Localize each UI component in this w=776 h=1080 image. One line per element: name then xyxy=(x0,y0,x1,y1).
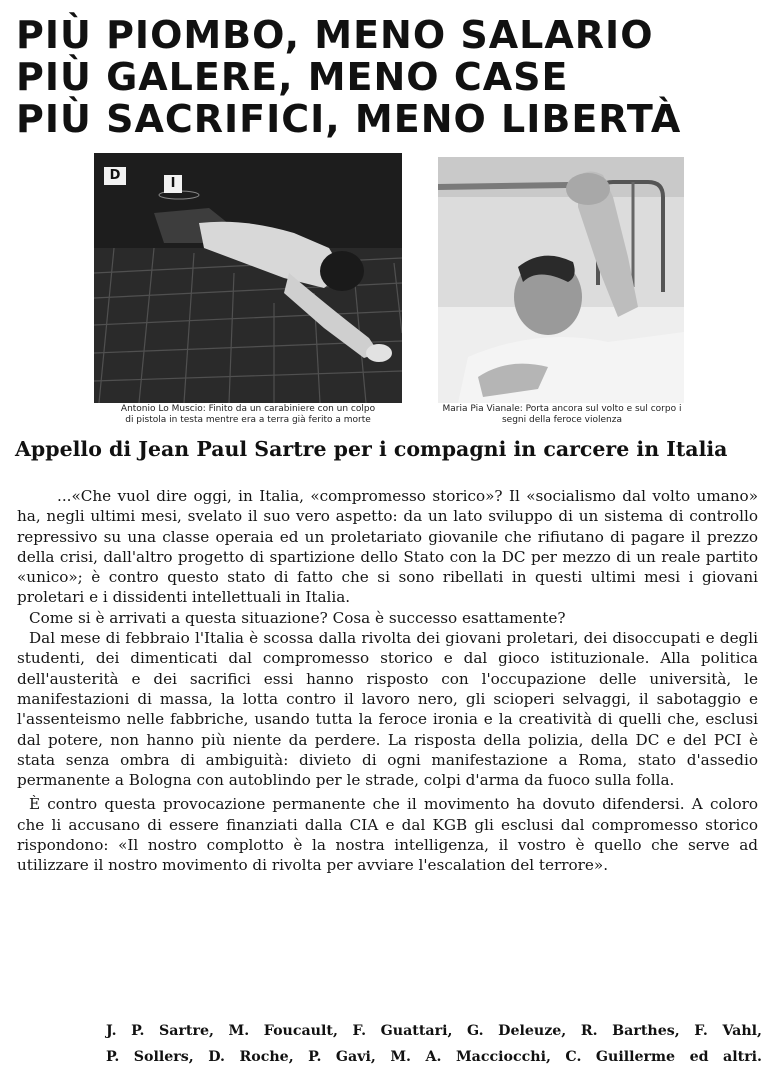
signatories-line-2: P. Sollers, D. Roche, P. Gavi, M. A. Macciocchi, C. Guillerme ed altri. xyxy=(106,1049,762,1065)
signatories-line-1: J. P. Sartre, M. Foucault, F. Guattari, G. Deleuze, R. Barthes, F. Vahl, xyxy=(106,1023,762,1039)
caption-left-line-2: di pistola in testa mentre era a terra già ferito a morte xyxy=(125,415,371,425)
headline-line-3: PIÙ SACRIFICI, MENO LIBERTÀ xyxy=(16,97,682,141)
headline-line-1: PIÙ PIOMBO, MENO SALARIO xyxy=(16,13,654,57)
marker-d-label: D xyxy=(109,168,121,183)
article-body xyxy=(17,486,758,876)
signatories xyxy=(106,1018,762,1070)
paragraph: ...«Che vuol dire oggi, in Italia, «compromesso storico»? Il «socialismo dal volto umano» ha, negli ultimi mesi, svelato il suo vero aspetto: da un lato sviluppo di un sistema di controllo repressivo su una classe operaia ed un proletariato giovanile che rifiutano di pagare il prezzo della crisi, dall'altro progetto di spartizione dello Stato con la DC per mezzo di un reale partito «unico»; è contro questo stato di fatto che si sono ribellati in questi ultimi mesi i giovani proletari e i dissidenti intellettuali in Italia. xyxy=(17,487,758,607)
caption-right-line-1: Maria Pia Vianale: Porta ancora sul volto e sul corpo i xyxy=(442,404,682,414)
caption-right-line-2: segni della feroce violenza xyxy=(501,415,622,425)
paragraph: È contro questa provocazione permanente che il movimento ha dovuto difendersi. A coloro che li accusano di essere finanziati dalla CIA e dal KGB gli esclusi dal compromesso storico rispondono: «Il nostro complotto è la nostra intelligenza, il vostro è quello che serve ad utilizzare il nostro movimento di rivolta per avviare l'escalation del terrore». xyxy=(17,795,758,875)
paragraph: Come si è arrivati a questa situazione? Cosa è successo esattamente? xyxy=(29,608,566,627)
caption-left-line-1: Antonio Lo Muscio: Finito da un carabiniere con un colpo xyxy=(120,404,376,414)
article-title: Appello di Jean Paul Sartre per i compagni in carcere in Italia xyxy=(15,437,728,461)
headline xyxy=(16,14,766,140)
caption-lo-muscio xyxy=(98,404,398,426)
photo-vianale xyxy=(438,157,684,403)
evidence-marker-d xyxy=(104,167,126,185)
photo-lo-muscio xyxy=(94,153,402,403)
marker-i-label: I xyxy=(170,176,176,191)
paragraph: Dal mese di febbraio l'Italia è scossa dalla rivolta dei giovani proletari, dei disoccupati e degli studenti, dei dimenticati dal compromesso storico e dal gioco istituzionale. Alla politica dell'austerità e dei sacrifici essi hanno risposto con l'occupazione delle università, le manifestazioni di massa, la lotta contro il lavoro nero, gli scioperi selvaggi, il sabotaggio e l'assenteismo nelle fabbriche, usando tutta la feroce ironia e la creatività di quelli che, esclusi dal potere, non hanno più niente da perdere. La risposta della polizia, della DC e del PCI è stata senza ombra di ambiguità: divieto di ogni manifestazione a Roma, stato d'assedio permanente a Bologna con autoblindo per le strade, colpi d'arma da fuoco sulla folla. xyxy=(17,629,758,790)
headline-line-2: PIÙ GALERE, MENO CASE xyxy=(16,55,569,99)
evidence-marker-i xyxy=(164,175,182,193)
caption-vianale xyxy=(440,404,684,426)
